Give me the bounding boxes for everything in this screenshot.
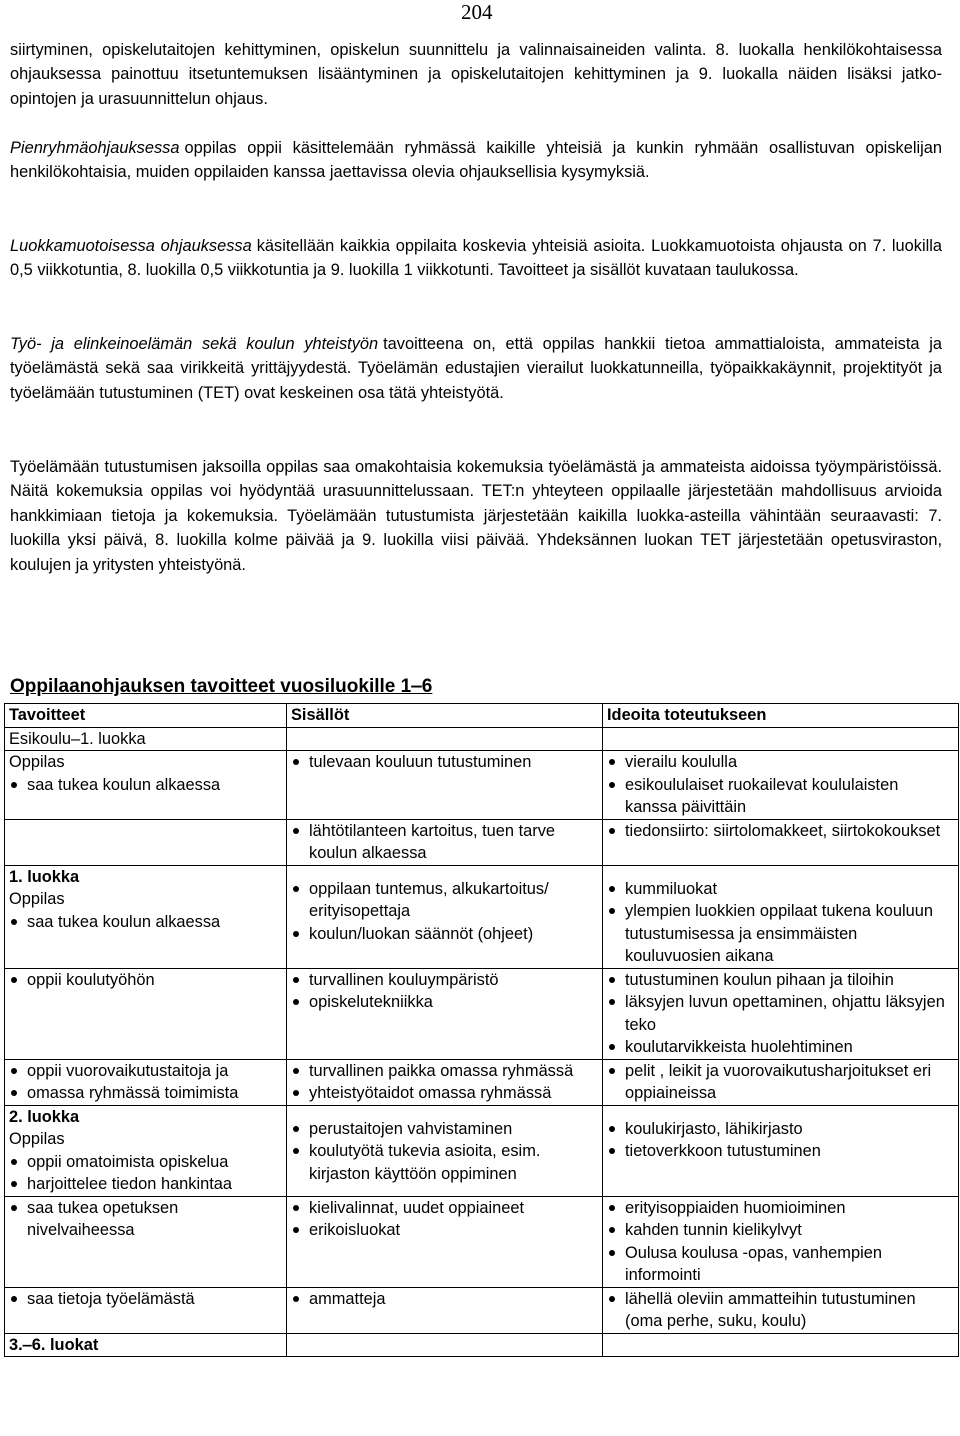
grade-heading: 3.‒6. luokat [9,1335,99,1354]
bullet-item: oppii koulutyöhön [9,969,282,992]
paragraph-lead-term: Luokkamuotoisessa ohjauksessa [10,237,252,255]
bullet-item: kielivalinnat, uudet oppiaineet [291,1197,598,1220]
bullet-item: koulutarvikkeista huolehtiminen [607,1036,954,1059]
ideas-list [607,878,954,968]
goals-cell [5,1105,287,1196]
bullet-item: läksyjen luvun opettaminen, ohjattu läksyjen teko [607,991,954,1036]
column-header-goals: Tavoitteet [5,704,287,728]
ideas-cell [603,727,959,751]
table-row [5,1287,959,1333]
ideas-cell [603,865,959,968]
bullet-item: oppii vuorovaikutustaitoja ja [9,1060,282,1083]
bullet-item: oppilaan tuntemus, alkukartoitus/ erityisopettaja [291,878,598,923]
bullet-item: tulevaan kouluun tutustuminen [291,751,598,774]
bullet-item: saa tietoja työelämästä [9,1288,282,1311]
goals-cell [5,819,287,865]
goals-cell [5,1333,287,1357]
ideas-list [607,1060,954,1105]
goals-cell [5,751,287,820]
bullet-item: koulukirjasto, lähikirjasto [607,1118,954,1141]
goals-list [9,1151,282,1196]
paragraph-work-life-cooperation [10,332,942,405]
paragraph-text: käsitellään kaikkia oppilaita koskevia yhteisiä asioita. Luokkamuotoista ohjausta on 7. luokilla 0,5 viikkotuntia, 8. luokilla 0,5 viikkotuntia ja 9. luokilla 1 viikkotunti. Tavoitteet ja sisällöt kuvataan taulukossa. [10,237,942,280]
contents-cell [287,1287,603,1333]
table-header-row [5,704,959,728]
table-row [5,727,959,751]
contents-list [291,1197,598,1242]
paragraph-lead-term: Pienryhmäohjauksessa [10,139,180,157]
bullet-item: koulun/luokan säännöt (ohjeet) [291,923,598,946]
bullet-item: tutustuminen koulun pihaan ja tiloihin [607,969,954,992]
bullet-item: Oulusa koulusa -opas, vanhempien informointi [607,1242,954,1287]
goals-cell [5,1059,287,1105]
table-row [5,1333,959,1357]
goals-prefix: Oppilas [9,1130,65,1148]
bullet-item: koulutyötä tukevia asioita, esim. kirjaston käyttöön oppiminen [291,1140,598,1185]
bullet-item: harjoittelee tiedon hankintaa [9,1173,282,1196]
column-header-contents: Sisällöt [287,704,603,728]
bullet-item: saa tukea koulun alkaessa [9,774,282,797]
goals-list [9,1060,282,1105]
bullet-item: turvallinen kouluympäristö [291,969,598,992]
contents-cell [287,1105,603,1196]
contents-cell [287,865,603,968]
goals-cell [5,1196,287,1287]
goals-list [9,774,282,797]
bullet-item: ammatteja [291,1288,598,1311]
paragraph-guidance-intro [10,38,942,111]
bullet-item: esikoululaiset ruokailevat koululaisten kanssa päivittäin [607,774,954,819]
contents-cell [287,1333,603,1357]
table-row [5,1105,959,1196]
table-row [5,751,959,820]
bullet-item: saa tukea opetuksen nivelvaiheessa [9,1197,282,1242]
bullet-item: vierailu koululla [607,751,954,774]
contents-list [291,1288,598,1311]
contents-list [291,878,598,946]
paragraph-text: oppilas oppii käsittelemään ryhmässä kaikille yhteisiä ja kunkin ryhmään osallistuvan opiskelijan henkilökohtaisia, muiden oppilaiden kanssa jaettavissa olevia ohjauksellisia kysymyksiä. [10,139,942,182]
bullet-item: tiedonsiirto: siirtolomakkeet, siirtokokoukset [607,820,954,843]
paragraph-text: Työelämään tutustumisen jaksoilla oppilas saa omakohtaisia kokemuksia työelämästä ja ammateista aidoissa työympäristöissä. Näitä kokemuksia oppilas voi hyödyntää urasuunnittelussaan. TET:n yhteyteen oppilaalle järjestetään mahdollisuus arvioida hankkimiaan tietoja ja kokemuksia. Työelämään tutustumista järjestetään kaikilla luokka-asteilla vähintään seuraavasti: 7. luokilla yksi päivä, 8. luokilla kolme päivää ja 9. luokilla viisi päivää. Yhdeksännen luokan TET järjestetään opetusviraston, koulujen ja yritysten yhteistyönä. [10,458,942,574]
goals-cell [5,865,287,968]
contents-cell [287,751,603,820]
ideas-list [607,751,954,819]
goals-table [4,703,959,1357]
ideas-cell [603,1196,959,1287]
ideas-cell [603,1333,959,1357]
contents-list [291,1060,598,1105]
bullet-item: ylempien luokkien oppilaat tukena kouluun tutustumisessa ja ensimmäisten kouluvuosien aikana [607,900,954,968]
paragraph-small-group-guidance [10,136,942,185]
ideas-cell [603,968,959,1059]
bullet-item: lähtötilanteen kartoitus, tuen tarve koulun alkaessa [291,820,598,865]
bullet-item: omassa ryhmässä toimimista [9,1082,282,1105]
table-row [5,819,959,865]
bullet-item: kummiluokat [607,878,954,901]
goals-list [9,1197,282,1242]
ideas-cell [603,1105,959,1196]
grade-heading: Esikoulu‒1. luokka [9,729,146,748]
contents-cell [287,1196,603,1287]
table-title: Oppilaanohjauksen tavoitteet vuosiluokille 1‒6 [10,676,433,697]
goals-list [9,1288,282,1311]
paragraph-lead-term: Työ- ja elinkeinoelämän sekä koulun yhteistyön [10,335,379,353]
contents-cell [287,727,603,751]
ideas-list [607,820,954,843]
contents-list [291,1118,598,1186]
bullet-item: oppii omatoimista opiskelua [9,1151,282,1174]
ideas-list [607,1118,954,1163]
paragraph-tet-periods [10,455,942,577]
column-header-ideas: Ideoita toteutukseen [603,704,959,728]
bullet-item: opiskelutekniikka [291,991,598,1014]
paragraph-text: siirtyminen, opiskelutaitojen kehittyminen, opiskelun suunnittelu ja valinnaisaineiden valinta. 8. luokalla henkilökohtaisessa ohjauksessa painottuu itsetuntemuksen lisääntyminen ja opiskelutaitojen kehittyminen ja 9. luokalla näiden lisäksi jatko-opintojen ja urasuunnittelun ohjaus. [10,41,942,108]
ideas-list [607,1197,954,1287]
contents-list [291,969,598,1014]
contents-cell [287,819,603,865]
bullet-item: turvallinen paikka omassa ryhmässä [291,1060,598,1083]
ideas-list [607,1288,954,1333]
table-row [5,1059,959,1105]
goals-prefix: Oppilas [9,890,65,908]
table-row [5,968,959,1059]
table-row [5,865,959,968]
ideas-list [607,969,954,1059]
bullet-item: lähellä oleviin ammatteihin tutustuminen (oma perhe, suku, koulu) [607,1288,954,1333]
ideas-cell [603,1059,959,1105]
table-row [5,1196,959,1287]
bullet-item: pelit , leikit ja vuorovaikutusharjoitukset eri oppiaineissa [607,1060,954,1105]
goals-cell [5,1287,287,1333]
goals-prefix: Oppilas [9,753,65,771]
contents-list [291,820,598,865]
bullet-item: erikoisluokat [291,1219,598,1242]
goals-list [9,911,282,934]
goals-cell [5,727,287,751]
ideas-cell [603,751,959,820]
bullet-item: saa tukea koulun alkaessa [9,911,282,934]
contents-list [291,751,598,774]
goals-list [9,969,282,992]
paragraph-text: tavoitteena on, että oppilas hankkii tietoa ammattialoista, ammateista ja työelämästä sekä saa virikkeitä yrittäjyydestä. Työelämän edustajien vierailut luokkatunneilla, työpaikkakäynnit, projektityöt ja työelämään tutustuminen (TET) ovat keskeinen osa tätä yhteistyötä. [10,335,942,402]
bullet-item: tietoverkkoon tutustuminen [607,1140,954,1163]
grade-heading: 1. luokka [9,867,80,886]
goals-cell [5,968,287,1059]
bullet-item: erityisoppiaiden huomioiminen [607,1197,954,1220]
bullet-item: perustaitojen vahvistaminen [291,1118,598,1141]
paragraph-class-guidance [10,234,942,283]
grade-heading: 2. luokka [9,1107,80,1126]
ideas-cell [603,1287,959,1333]
bullet-item: kahden tunnin kielikylvyt [607,1219,954,1242]
contents-cell [287,968,603,1059]
bullet-item: yhteistyötaidot omassa ryhmässä [291,1082,598,1105]
page-number: 204 [461,0,493,24]
contents-cell [287,1059,603,1105]
ideas-cell [603,819,959,865]
